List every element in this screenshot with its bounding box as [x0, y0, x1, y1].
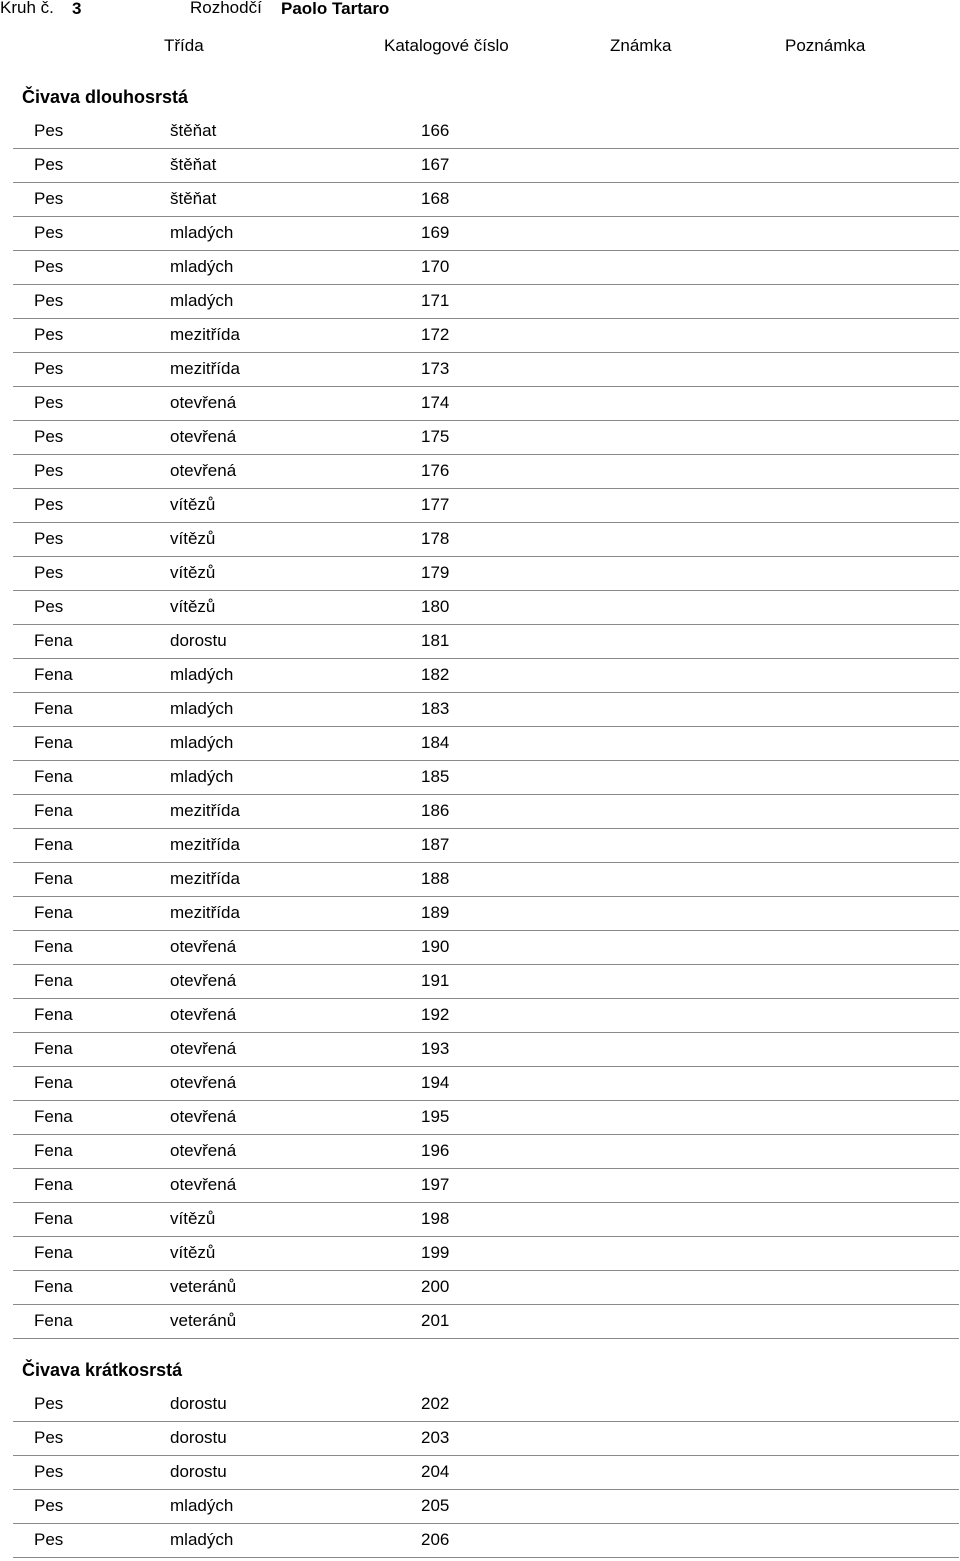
row-sex: Pes: [34, 1462, 64, 1481]
row-sex: Fena: [34, 767, 73, 786]
table-row: [13, 183, 959, 217]
column-headers: [0, 36, 960, 56]
row-catalog-number: 196: [421, 1141, 450, 1160]
row-class: mladých: [170, 699, 234, 718]
table-row: [13, 115, 959, 149]
table-row: [13, 659, 959, 693]
row-sex: Fena: [34, 1277, 73, 1296]
row-catalog-number: 171: [421, 291, 450, 310]
row-class: otevřená: [170, 1141, 237, 1160]
row-sex: Pes: [34, 189, 64, 208]
row-sex: Pes: [34, 223, 64, 242]
row-class: vítězů: [170, 1243, 216, 1262]
row-sex: Fena: [34, 665, 73, 684]
row-catalog-number: 185: [421, 767, 450, 786]
table-row: [13, 931, 959, 965]
row-catalog-number: 206: [421, 1530, 450, 1549]
row-sex: Pes: [34, 291, 64, 310]
row-catalog-number: 181: [421, 631, 450, 650]
row-class: otevřená: [170, 1107, 237, 1126]
row-sex: Pes: [34, 529, 64, 548]
row-sex: Pes: [34, 427, 64, 446]
row-catalog-number: 186: [421, 801, 450, 820]
row-catalog-number: 193: [421, 1039, 450, 1058]
row-sex: Fena: [34, 1073, 73, 1092]
row-sex: Fena: [34, 733, 73, 752]
row-class: mladých: [170, 665, 234, 684]
table-row: [13, 897, 959, 931]
judge-name: Paolo Tartaro: [281, 0, 390, 18]
row-sex: Fena: [34, 1243, 73, 1262]
row-catalog-number: 169: [421, 223, 450, 242]
row-class: otevřená: [170, 937, 237, 956]
row-sex: Fena: [34, 631, 73, 650]
table-row: [13, 1388, 959, 1422]
table-row: [13, 591, 959, 625]
row-class: vítězů: [170, 495, 216, 514]
table-row: [13, 1169, 959, 1203]
row-sex: Pes: [34, 257, 64, 276]
row-class: mezitřída: [170, 801, 240, 820]
table-row: [13, 1067, 959, 1101]
column-header-katalog: Katalogové číslo: [384, 36, 509, 55]
row-class: otevřená: [170, 1039, 237, 1058]
row-class: mladých: [170, 767, 234, 786]
row-class: dorostu: [170, 1428, 227, 1447]
table-row: [13, 1237, 959, 1271]
entry-list: [13, 115, 959, 1339]
row-sex: Pes: [34, 563, 64, 582]
table-row: [13, 1456, 959, 1490]
table-row: [13, 761, 959, 795]
row-catalog-number: 191: [421, 971, 450, 990]
table-row: [13, 1422, 959, 1456]
row-catalog-number: 194: [421, 1073, 450, 1092]
row-sex: Fena: [34, 1039, 73, 1058]
row-class: dorostu: [170, 1394, 227, 1413]
row-sex: Pes: [34, 461, 64, 480]
row-class: štěňat: [170, 189, 217, 208]
table-row: [13, 455, 959, 489]
row-catalog-number: 174: [421, 393, 450, 412]
row-sex: Fena: [34, 1175, 73, 1194]
row-sex: Pes: [34, 325, 64, 344]
row-catalog-number: 172: [421, 325, 450, 344]
row-catalog-number: 204: [421, 1462, 450, 1481]
row-class: mezitřída: [170, 869, 240, 888]
row-class: mladých: [170, 257, 234, 276]
row-sex: Pes: [34, 1530, 64, 1549]
row-class: veteránů: [170, 1311, 237, 1330]
row-class: otevřená: [170, 1005, 237, 1024]
row-sex: Pes: [34, 495, 64, 514]
row-sex: Fena: [34, 971, 73, 990]
row-sex: Pes: [34, 359, 64, 378]
row-sex: Fena: [34, 1107, 73, 1126]
row-class: otevřená: [170, 393, 237, 412]
table-row: [13, 1271, 959, 1305]
table-row: [13, 1135, 959, 1169]
row-catalog-number: 178: [421, 529, 450, 548]
table-row: [13, 387, 959, 421]
row-catalog-number: 200: [421, 1277, 450, 1296]
row-catalog-number: 170: [421, 257, 450, 276]
judge-label: Rozhodčí: [190, 0, 262, 17]
row-class: mezitřída: [170, 835, 240, 854]
row-sex: Pes: [34, 1428, 64, 1447]
row-class: veteránů: [170, 1277, 237, 1296]
row-catalog-number: 189: [421, 903, 450, 922]
table-row: [13, 557, 959, 591]
row-catalog-number: 183: [421, 699, 450, 718]
row-catalog-number: 175: [421, 427, 450, 446]
row-catalog-number: 173: [421, 359, 450, 378]
row-sex: Fena: [34, 699, 73, 718]
row-class: dorostu: [170, 1462, 227, 1481]
ring-label: Kruh č.: [0, 0, 54, 17]
row-class: vítězů: [170, 563, 216, 582]
table-row: [13, 489, 959, 523]
row-sex: Fena: [34, 835, 73, 854]
row-class: mladých: [170, 291, 234, 310]
section-title: Čivava dlouhosrstá: [22, 87, 189, 107]
row-sex: Fena: [34, 869, 73, 888]
row-class: otevřená: [170, 461, 237, 480]
row-catalog-number: 192: [421, 1005, 450, 1024]
row-sex: Pes: [34, 1496, 64, 1515]
row-catalog-number: 201: [421, 1311, 450, 1330]
table-row: [13, 1490, 959, 1524]
row-sex: Fena: [34, 1141, 73, 1160]
row-catalog-number: 184: [421, 733, 450, 752]
table-row: [13, 149, 959, 183]
entry-list: [13, 1388, 959, 1558]
column-header-poznamka: Poznámka: [785, 36, 866, 55]
row-class: štěňat: [170, 155, 217, 174]
table-row: [13, 965, 959, 999]
row-class: otevřená: [170, 1073, 237, 1092]
row-sex: Pes: [34, 121, 64, 140]
row-catalog-number: 199: [421, 1243, 450, 1262]
table-row: [13, 1101, 959, 1135]
row-catalog-number: 177: [421, 495, 450, 514]
ring-number: 3: [72, 0, 82, 18]
row-catalog-number: 168: [421, 189, 450, 208]
row-sex: Pes: [34, 1394, 64, 1413]
row-sex: Fena: [34, 903, 73, 922]
row-catalog-number: 195: [421, 1107, 450, 1126]
table-row: [13, 727, 959, 761]
row-sex: Fena: [34, 1005, 73, 1024]
table-row: [13, 1033, 959, 1067]
table-row: [13, 1524, 959, 1558]
table-row: [13, 1203, 959, 1237]
row-class: mladých: [170, 1496, 234, 1515]
row-catalog-number: 176: [421, 461, 450, 480]
row-catalog-number: 167: [421, 155, 450, 174]
row-class: mladých: [170, 1530, 234, 1549]
table-row: [13, 1305, 959, 1339]
row-class: otevřená: [170, 1175, 237, 1194]
table-row: [13, 795, 959, 829]
table-row: [13, 319, 959, 353]
table-row: [13, 693, 959, 727]
row-sex: Fena: [34, 801, 73, 820]
row-class: mezitřída: [170, 325, 240, 344]
row-sex: Fena: [34, 937, 73, 956]
row-sex: Fena: [34, 1311, 73, 1330]
row-sex: Pes: [34, 155, 64, 174]
table-row: [13, 251, 959, 285]
row-class: mladých: [170, 223, 234, 242]
row-class: mezitřída: [170, 359, 240, 378]
row-class: mladých: [170, 733, 234, 752]
table-row: [13, 863, 959, 897]
row-sex: Fena: [34, 1209, 73, 1228]
row-class: vítězů: [170, 597, 216, 616]
table-row: [13, 217, 959, 251]
row-catalog-number: 182: [421, 665, 450, 684]
row-class: otevřená: [170, 971, 237, 990]
row-catalog-number: 188: [421, 869, 450, 888]
table-row: [13, 285, 959, 319]
column-header-znamka: Známka: [610, 36, 672, 55]
row-class: otevřená: [170, 427, 237, 446]
row-class: dorostu: [170, 631, 227, 650]
row-class: vítězů: [170, 529, 216, 548]
row-class: mezitřída: [170, 903, 240, 922]
row-catalog-number: 180: [421, 597, 450, 616]
table-row: [13, 421, 959, 455]
column-header-trida: Třída: [164, 36, 204, 55]
table-row: [13, 523, 959, 557]
row-catalog-number: 197: [421, 1175, 450, 1194]
row-catalog-number: 203: [421, 1428, 450, 1447]
table-row: [13, 625, 959, 659]
row-catalog-number: 179: [421, 563, 450, 582]
row-catalog-number: 187: [421, 835, 450, 854]
row-catalog-number: 166: [421, 121, 450, 140]
row-catalog-number: 198: [421, 1209, 450, 1228]
row-catalog-number: 202: [421, 1394, 450, 1413]
table-row: [13, 353, 959, 387]
row-class: štěňat: [170, 121, 217, 140]
row-sex: Pes: [34, 393, 64, 412]
section-title: Čivava krátkosrstá: [22, 1360, 183, 1380]
table-row: [13, 999, 959, 1033]
row-sex: Pes: [34, 597, 64, 616]
row-catalog-number: 205: [421, 1496, 450, 1515]
row-class: vítězů: [170, 1209, 216, 1228]
row-catalog-number: 190: [421, 937, 450, 956]
page-header: [0, 0, 960, 20]
table-row: [13, 829, 959, 863]
